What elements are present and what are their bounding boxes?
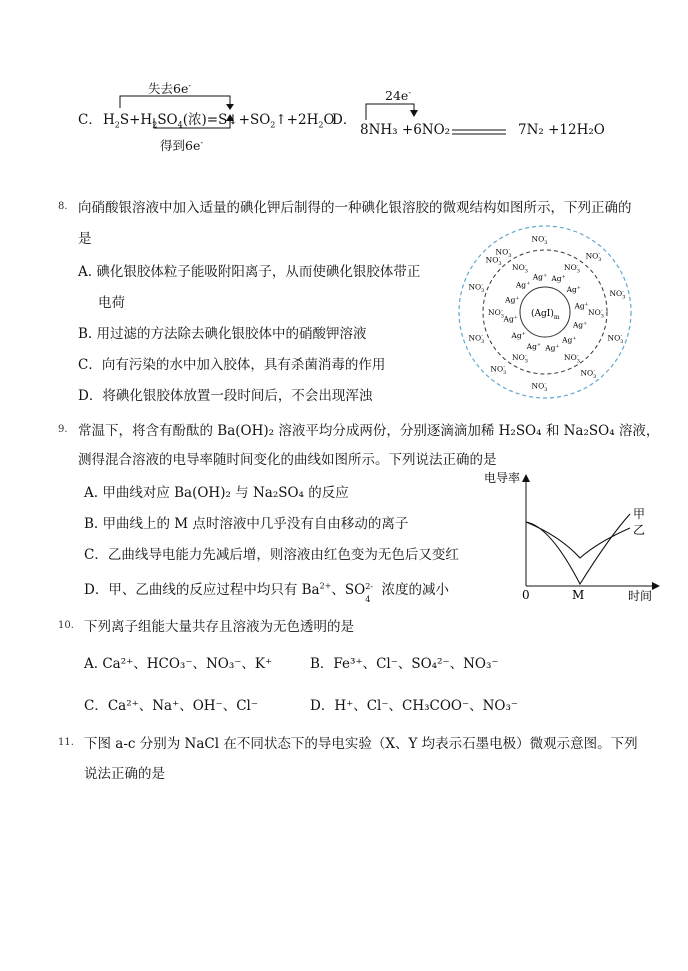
conductivity-chart	[480, 466, 670, 606]
nitrate-ion-label: $NO_3-$	[607, 332, 624, 345]
option-a: A. Ca²⁺、HCO₃⁻、NO₃⁻、K⁺	[84, 656, 273, 672]
series-yi-label: 乙	[633, 523, 646, 537]
nitrate-ion-label: $NO_3-$	[485, 255, 502, 268]
nitrate-ion-label: $NO_3-$	[512, 262, 528, 275]
option-a: A. 甲曲线对应 Ba(OH)₂ 与 Na₂SO₄ 的反应	[84, 485, 349, 501]
electron-lose-label: 失去6e-	[148, 80, 192, 96]
ag-ion-label: Ag+	[566, 284, 581, 294]
question-number: 9.	[58, 424, 68, 435]
electron-transfer-arrow-d	[360, 100, 430, 122]
ag-ion-label: Ag+	[574, 301, 589, 311]
ag-ion-label: Ag+	[572, 320, 588, 330]
question-stem-cont: 说法正确的是	[84, 766, 165, 782]
agi-colloid-diagram	[450, 222, 640, 402]
nitrate-ion-label: $NO_3-$	[564, 262, 580, 275]
option-d: D．H⁺、Cl⁻、CH₃COO⁻、NO₃⁻	[310, 698, 519, 714]
option-d-label: D．	[332, 112, 357, 128]
core-label: $(AgI)_m$	[531, 309, 560, 321]
question-number: 11.	[58, 737, 74, 748]
question-number: 8.	[58, 201, 68, 212]
x-axis-arrow	[652, 582, 660, 590]
nitrate-ion-label: $NO_3-$	[609, 288, 626, 301]
series-jia-label: 甲	[633, 507, 646, 521]
option-b: B. 用过滤的方法除去碘化银胶体中的硝酸钾溶液	[78, 326, 367, 342]
nitrate-ion-label: $NO_3-$	[468, 332, 485, 345]
equals-sign	[450, 127, 510, 137]
electron-gain-label: 得到6e-	[160, 137, 204, 153]
series-yi-line	[526, 522, 630, 558]
nitrate-ion-label: $NO_3-$	[588, 307, 604, 320]
question-stem-cont: 测得混合溶液的电导率随时间变化的曲线如图所示。下列说法正确的是	[78, 452, 497, 468]
option-c-label: C．	[78, 112, 102, 128]
question-stem: 下图 a-c 分别为 NaCl 在不同状态下的导电实验（X、Y 均表示石墨电极）微观示意图。下列	[84, 736, 638, 752]
question-stem-cont: 是	[78, 231, 92, 247]
option-c: C．Ca²⁺、Na⁺、OH⁻、Cl⁻	[84, 698, 258, 714]
question-number: 10.	[58, 620, 74, 631]
electron-transfer-label: 24e-	[385, 87, 412, 103]
origin-label: 0	[522, 588, 530, 602]
y-axis-arrow	[522, 474, 530, 482]
nitrate-ion-label: $NO_3-$	[495, 246, 512, 259]
series-jia-line	[526, 514, 630, 584]
question-stem: 向硝酸银溶液中加入适量的碘化钾后制得的一种碘化银溶胶的微观结构如图所示，下列正确的	[78, 200, 632, 216]
option-d-right: 7N₂ +12H₂O	[518, 122, 605, 138]
nitrate-ion-label: $NO_3-$	[585, 250, 602, 263]
option-d: D．将碘化银胶体放置一段时间后，不会出现浑浊	[78, 388, 373, 404]
min-point-label: M	[572, 588, 585, 602]
ag-ion-label: Ag+	[503, 314, 518, 324]
option-a: A. 碘化银胶体粒子能吸附阳离子，从而使碘化银胶体带正	[78, 264, 421, 280]
nitrate-ion-label: $NO_3-$	[488, 307, 504, 320]
option-d-left: 8NH₃ +6NO₂	[360, 122, 451, 138]
ag-ion-label: Ag+	[505, 295, 520, 305]
nitrate-ion-label: $NO_3-$	[468, 282, 485, 295]
ag-ion-label: Ag+	[562, 335, 577, 345]
ag-ion-label: Ag+	[511, 331, 526, 341]
option-c: C．向有污染的水中加入胶体，具有杀菌消毒的作用	[78, 357, 386, 373]
ag-ion-label: Ag+	[545, 343, 560, 353]
option-b: B．Fe³⁺、Cl⁻、SO₄²⁻、NO₃⁻	[310, 656, 499, 672]
ag-ion-label: Ag+	[515, 280, 531, 290]
option-b: B. 甲曲线上的 M 点时溶液中几乎没有自由移动的离子	[84, 516, 409, 532]
nitrate-ion-label: $NO_3-$	[531, 381, 548, 394]
option-c-formula: $H_2S+H_2SO_4$(浓)$=S↓+SO_2↑+2H_2O$	[103, 112, 335, 130]
ag-ion-label: Ag+	[526, 341, 542, 351]
ag-ion-label: Ag+	[532, 272, 548, 282]
x-axis-label: 时间	[628, 589, 653, 603]
option-a-cont: 电荷	[98, 295, 125, 311]
question-stem: 常温下，将含有酚酞的 Ba(OH)₂ 溶液平均分成两份，分别逐滴滴加稀 H₂SO₄ 和 Na₂SO₄ 溶液，	[78, 423, 660, 439]
nitrate-ion-label: $NO_3-$	[580, 368, 597, 381]
question-stem: 下列离子组能大量共存且溶液为无色透明的是	[84, 619, 354, 635]
nitrate-ion-label: $NO_3-$	[490, 364, 507, 377]
nitrate-ion-label: $NO_3-$	[512, 352, 528, 365]
nitrate-ion-label: $NO_3-$	[531, 233, 548, 246]
y-axis-label: 电导率	[484, 471, 521, 485]
option-d: D．甲、乙曲线的反应过程中均只有 $Ba^{2+}$、SO 2- 4 浓度的减小	[84, 581, 450, 604]
option-c: C．乙曲线导电能力先减后增，则溶液由红色变为无色后又变红	[84, 547, 459, 563]
ag-ion-label: Ag+	[551, 274, 566, 284]
nitrate-ion-label: $NO_3-$	[564, 352, 580, 365]
